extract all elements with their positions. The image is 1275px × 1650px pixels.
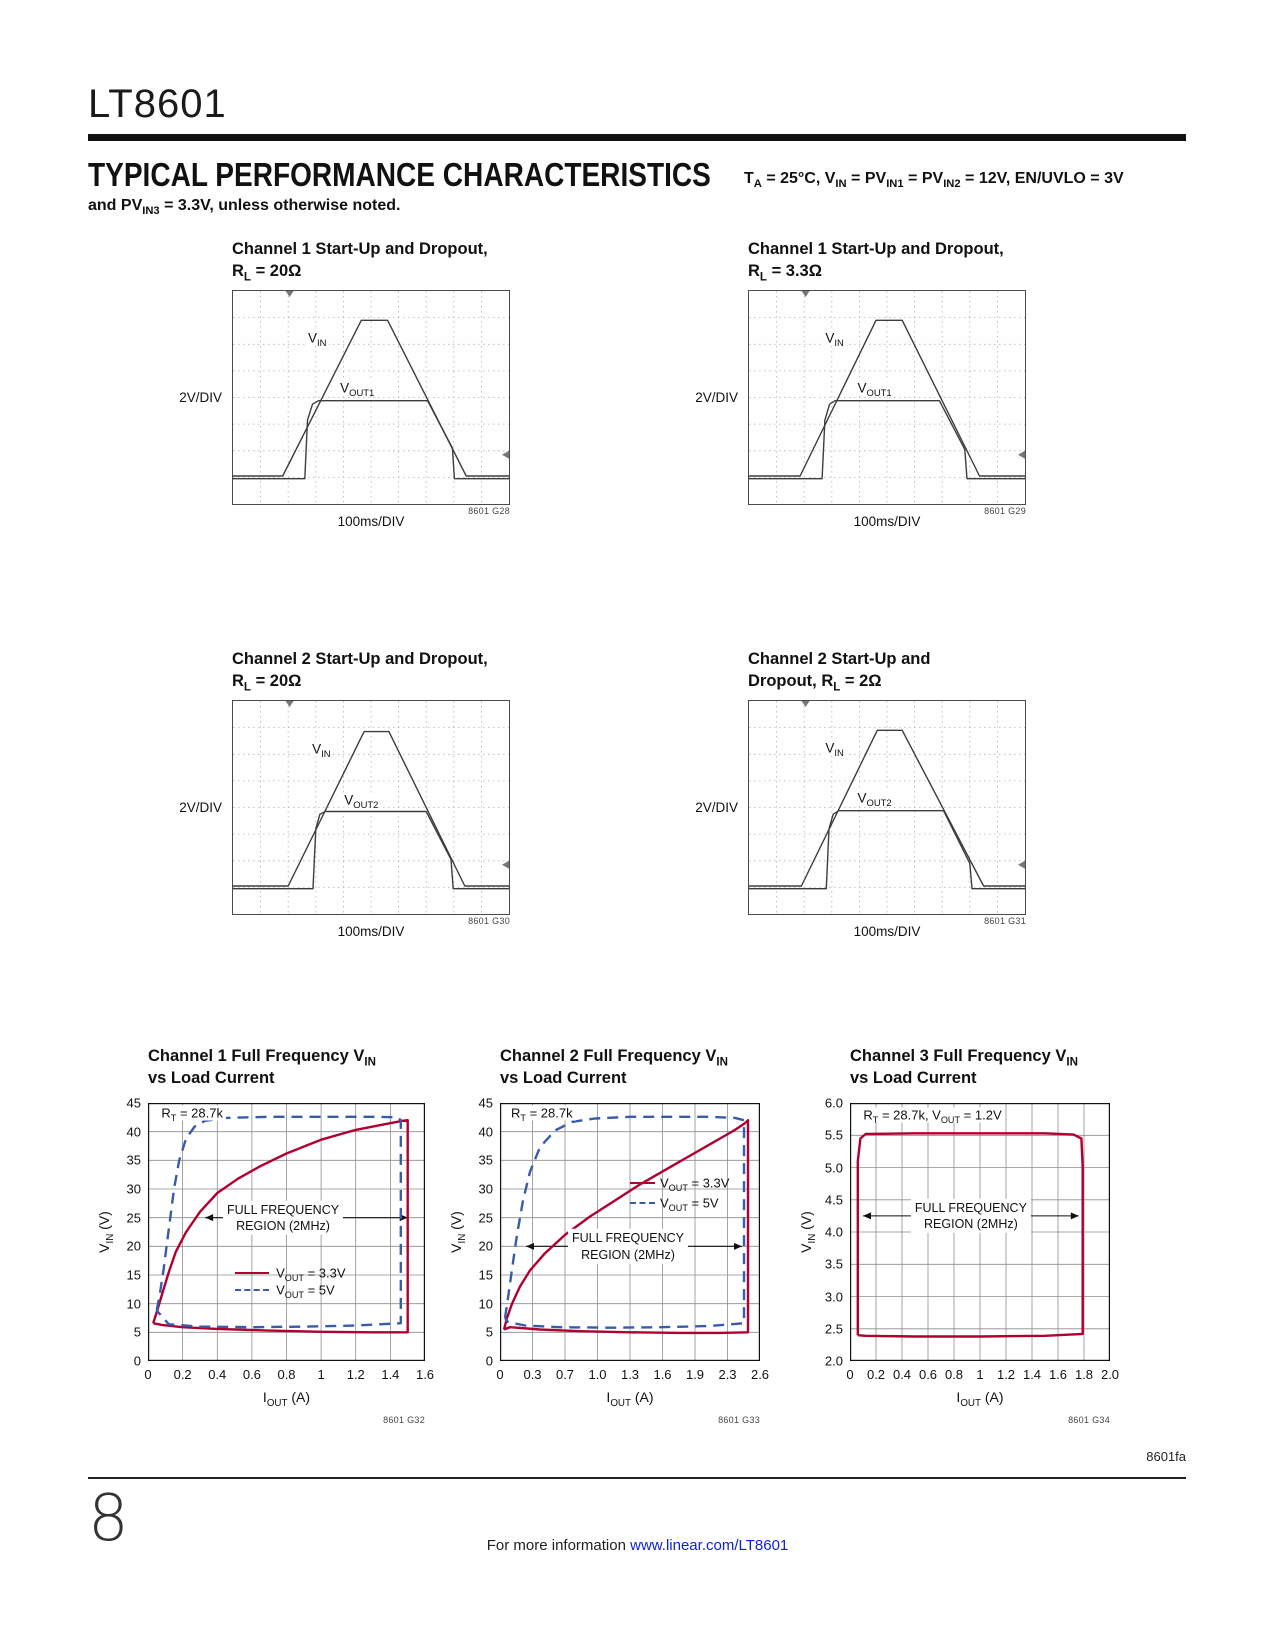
conditions-line1: $T_A = 25^\circ C$, $V_{IN} = PV_{IN1} = PV_{IN2} = 12V$, EN/UVLO = 3V bbox=[744, 170, 1124, 191]
chart-ch3-fullfreq bbox=[790, 1043, 1145, 1433]
x-tick-label: 0 bbox=[144, 1367, 152, 1382]
y-tick-label: 5 bbox=[133, 1324, 141, 1340]
x-tick-label: 0.8 bbox=[277, 1367, 296, 1382]
scope-title-line2: Dropout, $R_L = 2\Omega$ bbox=[748, 672, 882, 694]
y-tick-label: 25 bbox=[126, 1210, 141, 1226]
graph-id: 8601 G33 bbox=[718, 1415, 760, 1425]
y-axis-title: $V_{IN}$ (V) bbox=[96, 1211, 116, 1253]
graph-id: 8601 G31 bbox=[984, 916, 1026, 926]
x-tick-label: 2.3 bbox=[718, 1367, 737, 1382]
y-tick-label: 6.0 bbox=[824, 1095, 843, 1111]
x-tick-label: 0.6 bbox=[242, 1367, 261, 1382]
chart-title bbox=[850, 1045, 1078, 1090]
vout-trace-label: $V_{OUT1}$ bbox=[857, 380, 892, 400]
x-axis-title: $I_{OUT}$ (A) bbox=[606, 1389, 654, 1409]
full-frequency-region-label: FULL FREQUENCY REGION (2MHz) bbox=[911, 1199, 1031, 1234]
scope-title-line2: $R_L = 20\Omega$ bbox=[232, 262, 302, 284]
x-tick-label: 0.4 bbox=[892, 1367, 912, 1382]
scope-screen bbox=[748, 290, 1026, 505]
page-number: 8 bbox=[88, 1482, 129, 1556]
scope-title bbox=[232, 238, 488, 283]
horizontal-scale-label: 100ms/DIV bbox=[337, 924, 405, 939]
y-tick-label: 40 bbox=[478, 1124, 493, 1140]
chart-title bbox=[148, 1045, 376, 1090]
y-tick-label: 5.5 bbox=[824, 1127, 843, 1143]
graph-id: 8601 G29 bbox=[984, 506, 1026, 516]
vout-trace-label: $V_{OUT1}$ bbox=[340, 380, 375, 400]
x-tick-label: 0.3 bbox=[523, 1367, 542, 1382]
y-tick-label: 0 bbox=[133, 1353, 141, 1369]
plot-area bbox=[478, 1095, 770, 1382]
footer-link[interactable]: www.linear.com/LT8601 bbox=[630, 1537, 789, 1554]
legend-label: $V_{OUT} = 3.3V$ bbox=[276, 1265, 346, 1284]
scope-channel1-rl20 bbox=[88, 238, 522, 538]
graph-id: 8601 G30 bbox=[468, 916, 510, 926]
x-tick-label: 1.9 bbox=[685, 1367, 705, 1382]
y-tick-label: 4.0 bbox=[824, 1224, 843, 1240]
x-tick-label: 0 bbox=[496, 1367, 504, 1382]
scope-title-line1: Channel 1 Start-Up and Dropout, bbox=[748, 240, 1004, 258]
part-number: LT8601 bbox=[88, 82, 227, 126]
scope-title-line1: Channel 2 Start-Up and Dropout, bbox=[232, 650, 488, 668]
chart-title-line1: Channel 3 Full Frequency $V_{IN}$ bbox=[850, 1047, 1078, 1069]
vin-trace-label: $V_{IN}$ bbox=[825, 740, 844, 759]
x-tick-label: 1.2 bbox=[346, 1367, 365, 1382]
chart-title-line1: Channel 1 Full Frequency $V_{IN}$ bbox=[148, 1047, 376, 1069]
y-tick-label: 45 bbox=[478, 1095, 493, 1111]
horizontal-scale-label: 100ms/DIV bbox=[337, 514, 405, 529]
vertical-scale-label: 2V/DIV bbox=[179, 800, 222, 815]
horizontal-scale-label: 100ms/DIV bbox=[853, 514, 921, 529]
x-tick-label: 2.0 bbox=[1100, 1367, 1120, 1382]
x-tick-label: 2.6 bbox=[750, 1367, 770, 1382]
scope-title-line1: Channel 1 Start-Up and Dropout, bbox=[232, 240, 488, 258]
y-tick-label: 20 bbox=[126, 1238, 141, 1254]
y-tick-label: 15 bbox=[126, 1267, 141, 1283]
x-tick-label: 1.0 bbox=[588, 1367, 607, 1382]
chart-title-line1: Channel 2 Full Frequency $V_{IN}$ bbox=[500, 1047, 728, 1069]
legend-swatch bbox=[630, 1202, 655, 1204]
x-tick-label: 1.6 bbox=[653, 1367, 672, 1382]
x-tick-label: 1.4 bbox=[381, 1367, 400, 1382]
y-tick-label: 0 bbox=[485, 1353, 493, 1369]
x-tick-label: 0.8 bbox=[944, 1367, 964, 1382]
legend-swatch bbox=[630, 1182, 655, 1184]
scope-title-line2: $R_L = 20\Omega$ bbox=[232, 672, 302, 694]
scope-title bbox=[232, 648, 488, 693]
section-title: TYPICAL PERFORMANCE CHARACTERISTICS bbox=[88, 156, 711, 193]
y-tick-label: 15 bbox=[478, 1267, 493, 1283]
scope-channel2-rl2 bbox=[604, 648, 1038, 948]
plot-annotation: $R_T = 28.7k$ bbox=[158, 1105, 226, 1120]
header-rule bbox=[88, 134, 1186, 141]
plot-area bbox=[126, 1095, 435, 1382]
y-tick-label: 40 bbox=[126, 1124, 141, 1140]
horizontal-scale-label: 100ms/DIV bbox=[853, 924, 921, 939]
conditions-line2: and $PV_{IN3} = 3.3V$, unless otherwise noted. bbox=[88, 197, 401, 218]
scope-screen bbox=[232, 290, 510, 505]
y-axis-title: $V_{IN}$ (V) bbox=[798, 1211, 818, 1253]
x-tick-label: 0.7 bbox=[555, 1367, 575, 1382]
x-axis-title: $I_{OUT}$ (A) bbox=[956, 1389, 1004, 1409]
vertical-scale-label: 2V/DIV bbox=[179, 390, 222, 405]
x-tick-label: 0.4 bbox=[208, 1367, 227, 1382]
full-frequency-region-label: FULL FREQUENCY REGION (2MHz) bbox=[568, 1229, 688, 1264]
y-tick-label: 30 bbox=[126, 1181, 141, 1197]
y-tick-label: 2.5 bbox=[824, 1321, 843, 1337]
revision-code: 8601fa bbox=[1146, 1449, 1186, 1464]
x-tick-label: 1.6 bbox=[415, 1367, 435, 1382]
scope-screen bbox=[232, 700, 510, 915]
x-tick-label: 1 bbox=[976, 1367, 984, 1382]
x-tick-label: 1.2 bbox=[996, 1367, 1016, 1382]
y-tick-label: 25 bbox=[478, 1210, 493, 1226]
chart-title-line2: vs Load Current bbox=[148, 1069, 275, 1088]
y-tick-label: 3.5 bbox=[824, 1256, 843, 1272]
x-tick-label: 0.6 bbox=[918, 1367, 938, 1382]
x-tick-label: 1.6 bbox=[1048, 1367, 1068, 1382]
x-tick-label: 0 bbox=[846, 1367, 854, 1382]
graph-id: 8601 G34 bbox=[1068, 1415, 1110, 1425]
vin-trace-label: $V_{IN}$ bbox=[307, 330, 327, 349]
legend-swatch bbox=[235, 1289, 270, 1291]
scope-title-line2: $R_L = 3.3\Omega$ bbox=[748, 262, 822, 284]
footer bbox=[0, 1537, 1275, 1554]
x-axis-title: $I_{OUT}$ (A) bbox=[262, 1389, 311, 1409]
x-tick-label: 0.2 bbox=[866, 1367, 886, 1382]
scope-title bbox=[748, 648, 930, 693]
scope-channel1-rl3p3 bbox=[604, 238, 1038, 538]
y-tick-label: 2.0 bbox=[824, 1353, 843, 1369]
y-tick-label: 20 bbox=[478, 1238, 493, 1254]
graph-id: 8601 G32 bbox=[383, 1415, 425, 1425]
plot-annotation: $R_T = 28.7k$, $V_{OUT} = 1.2V$ bbox=[860, 1107, 1004, 1122]
x-tick-label: 0.2 bbox=[173, 1367, 192, 1382]
y-tick-label: 5 bbox=[485, 1324, 493, 1340]
chart-ch2-fullfreq bbox=[440, 1043, 795, 1433]
vin-trace-label: $V_{IN}$ bbox=[825, 330, 844, 349]
y-tick-label: 3.0 bbox=[824, 1289, 843, 1304]
chart-title bbox=[500, 1045, 728, 1090]
legend-label: $V_{OUT} = 5V$ bbox=[660, 1195, 719, 1213]
full-frequency-region-label: FULL FREQUENCY REGION (2MHz) bbox=[223, 1200, 343, 1235]
scope-title-line1: Channel 2 Start-Up and bbox=[748, 650, 931, 668]
chart-title-line2: vs Load Current bbox=[500, 1069, 627, 1088]
chart-title-line2: vs Load Current bbox=[850, 1069, 977, 1088]
y-tick-label: 35 bbox=[478, 1152, 493, 1168]
x-tick-label: 1.4 bbox=[1022, 1367, 1042, 1382]
chart-ch1-fullfreq bbox=[88, 1043, 460, 1433]
y-axis-title: $V_{IN}$ (V) bbox=[448, 1211, 468, 1253]
y-tick-label: 5.0 bbox=[824, 1160, 843, 1175]
plot-annotation: $R_T = 28.7k$ bbox=[508, 1105, 576, 1120]
x-tick-label: 1.3 bbox=[620, 1367, 640, 1382]
legend-label: $V_{OUT} = 5V$ bbox=[276, 1282, 335, 1301]
x-tick-label: 1.8 bbox=[1074, 1367, 1094, 1382]
legend-swatch bbox=[235, 1272, 270, 1274]
y-tick-label: 30 bbox=[478, 1181, 493, 1197]
scope-screen bbox=[748, 700, 1026, 915]
scope-title bbox=[748, 238, 1004, 283]
y-tick-label: 45 bbox=[126, 1095, 141, 1111]
x-tick-label: 1 bbox=[317, 1367, 325, 1382]
scope-channel2-rl20 bbox=[88, 648, 522, 948]
y-tick-label: 10 bbox=[126, 1296, 141, 1312]
footer-rule bbox=[88, 1477, 1186, 1479]
vout-trace-label: $V_{OUT2}$ bbox=[857, 790, 892, 810]
y-tick-label: 4.5 bbox=[824, 1192, 843, 1208]
legend-label: $V_{OUT} = 3.3V$ bbox=[660, 1175, 730, 1194]
vertical-scale-label: 2V/DIV bbox=[695, 800, 738, 815]
y-tick-label: 35 bbox=[126, 1152, 141, 1168]
vin-trace-label: $V_{IN}$ bbox=[312, 741, 331, 761]
y-tick-label: 10 bbox=[478, 1296, 493, 1312]
vertical-scale-label: 2V/DIV bbox=[695, 390, 738, 405]
footer-text: For more information bbox=[486, 1537, 631, 1554]
vout-trace-label: $V_{OUT2}$ bbox=[344, 792, 379, 811]
plot-area bbox=[824, 1095, 1120, 1382]
graph-id: 8601 G28 bbox=[468, 506, 510, 516]
